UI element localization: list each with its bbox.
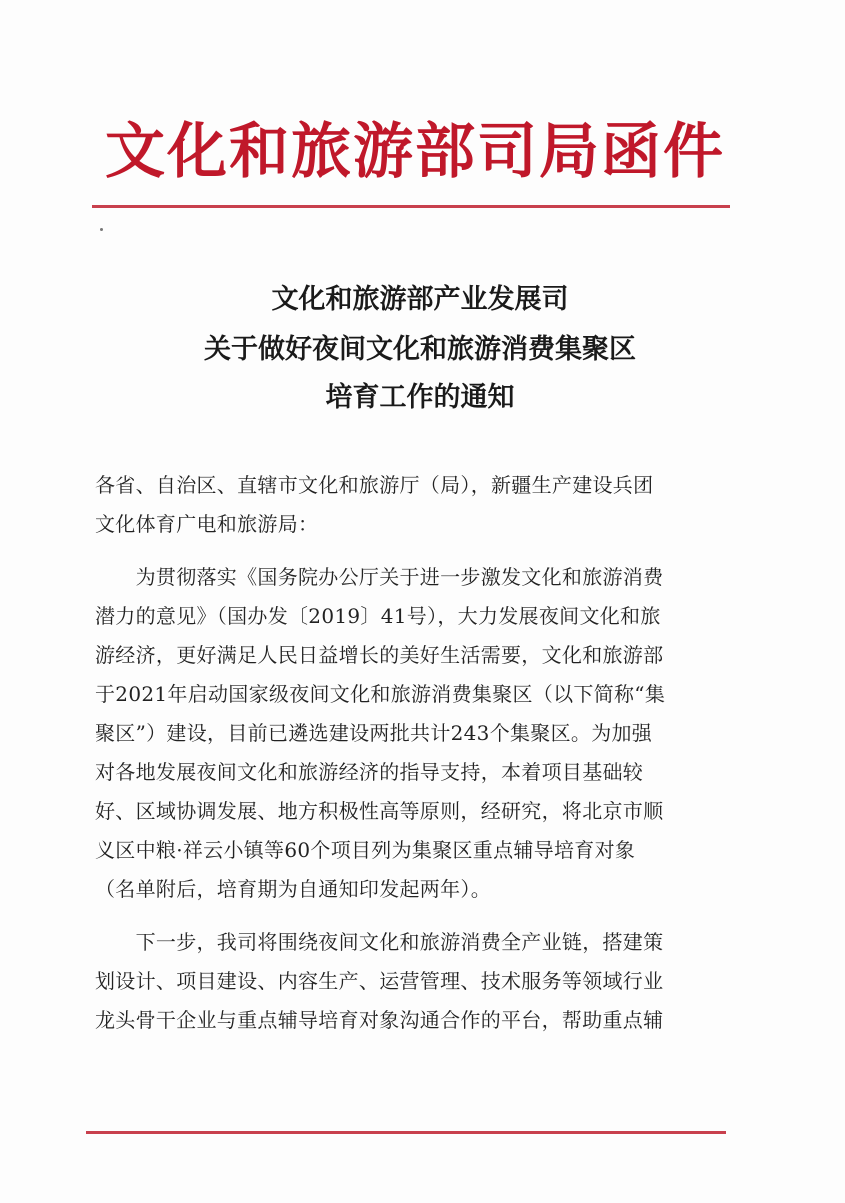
footer-red-rule [86, 1131, 726, 1134]
body-line: 为贯彻落实《国务院办公厅关于进一步激发文化和旅游消费 [95, 565, 664, 589]
body-line: 龙头骨干企业与重点辅导培育对象沟通合作的平台，帮助重点辅 [95, 1008, 664, 1032]
body-line: 潜力的意见》（国办发〔2019〕41号），大力发展夜间文化和旅 [95, 604, 661, 628]
body-line: 对各地发展夜间文化和旅游经济的指导支持，本着项目基础较 [95, 760, 644, 784]
body-line: 各省、自治区、直辖市文化和旅游厅（局），新疆生产建设兵团 [95, 473, 654, 497]
body-line: 于2021年启动国家级夜间文化和旅游消费集聚区（以下简称“集 [95, 682, 666, 706]
body-line: 下一步，我司将围绕夜间文化和旅游消费全产业链，搭建策 [95, 930, 664, 954]
letterhead-title: 文化和旅游部司局函件 [105, 117, 725, 187]
notice-title-line-2: 关于做好夜间文化和旅游消费集聚区 [204, 334, 636, 365]
body-line: 好、区域协调发展、地方积极性高等原则，经研究，将北京市顺 [95, 799, 664, 823]
letterhead-red-rule [92, 205, 730, 208]
body-line: 义区中粮·祥云小镇等60个项目列为集聚区重点辅导培育对象 [95, 838, 636, 862]
body-line: 游经济，更好满足人民日益增长的美好生活需要，文化和旅游部 [95, 643, 664, 667]
body-line: 聚区”）建设，目前已遴选建设两批共计243个集聚区。为加强 [95, 721, 653, 745]
body-line: （名单附后，培育期为自通知印发起两年）。 [95, 877, 491, 901]
notice-title-line-1: 文化和旅游部产业发展司 [271, 284, 569, 315]
notice-title-line-3: 培育工作的通知 [325, 382, 515, 413]
scan-speck [100, 228, 103, 231]
body-line: 划设计、项目建设、内容生产、运营管理、技术服务等领域行业 [95, 969, 664, 993]
body-line: 文化体育广电和旅游局： [95, 512, 319, 536]
